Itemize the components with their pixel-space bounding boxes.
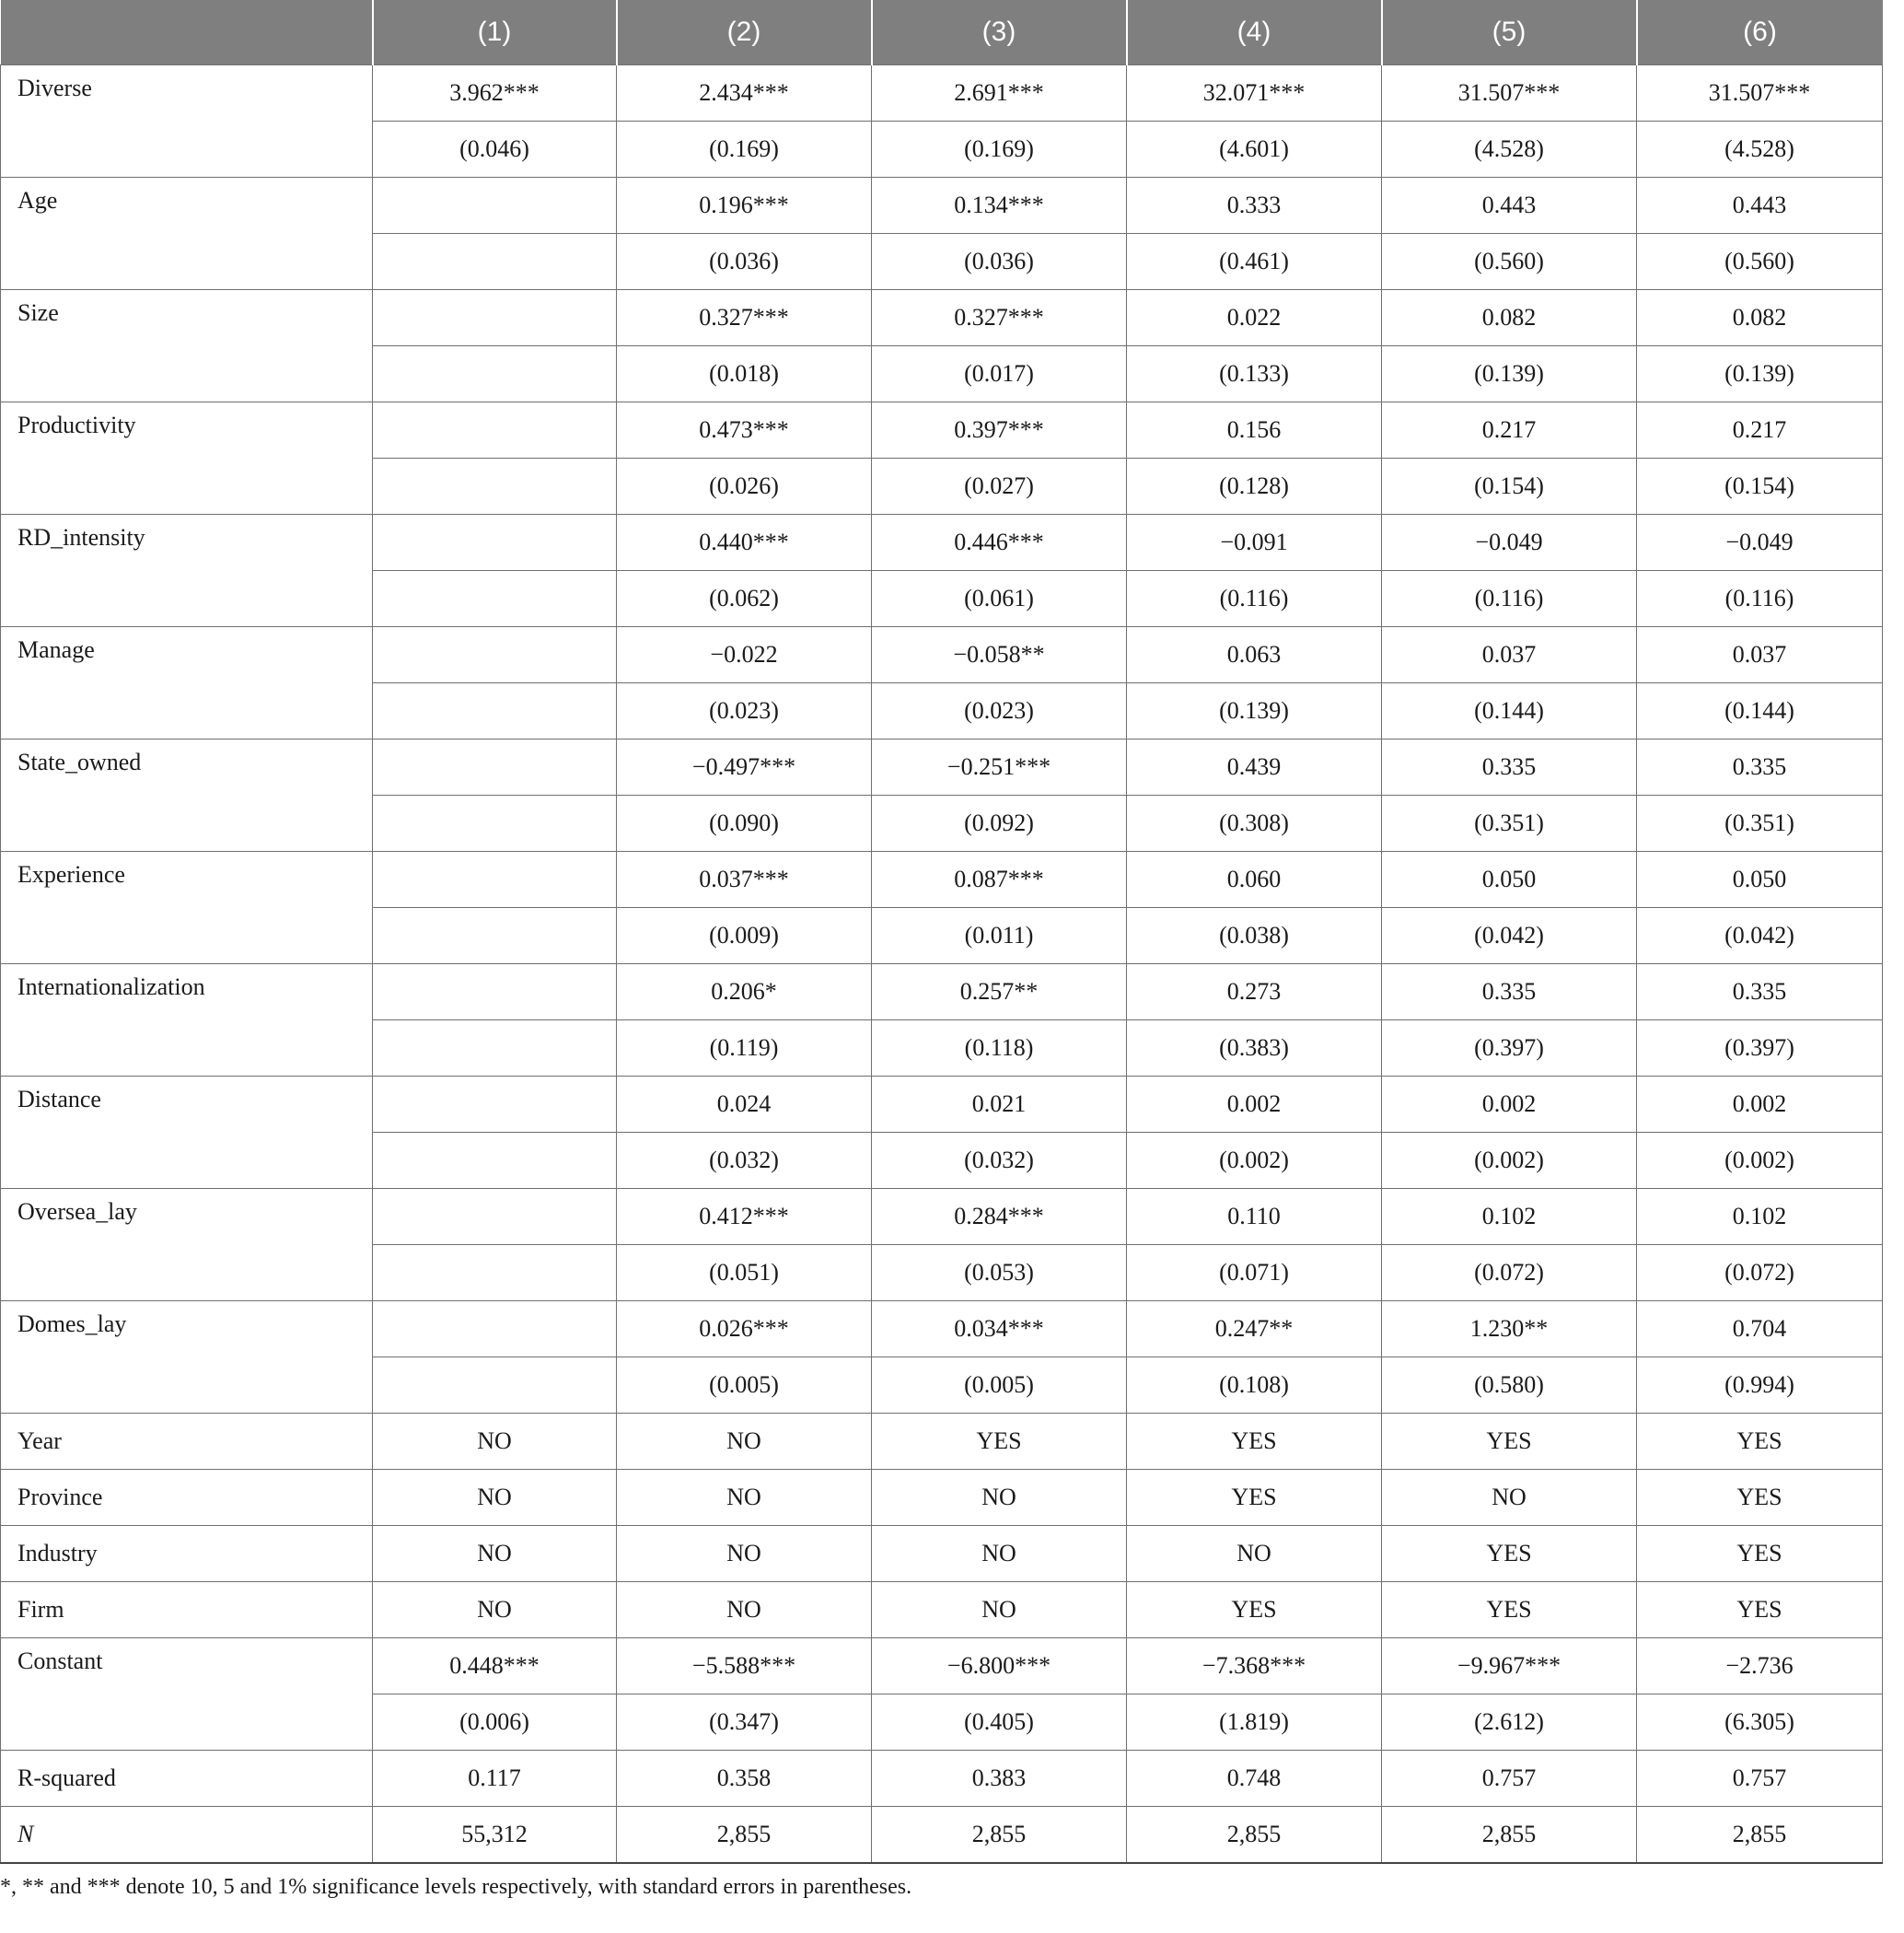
header-cell-variable [1, 0, 373, 65]
coefficient-cell: 0.335 [1382, 739, 1637, 796]
standard-error-cell: (0.128) [1127, 459, 1382, 515]
coefficient-cell: 0.273 [1127, 964, 1382, 1020]
value-cell: 2,855 [1127, 1807, 1382, 1864]
variable-label: Experience [1, 852, 373, 964]
standard-error-cell: (0.144) [1637, 683, 1883, 739]
value-cell: YES [1382, 1582, 1637, 1638]
coefficient-cell [373, 290, 617, 346]
coefficient-cell: 0.024 [617, 1077, 872, 1133]
standard-error-cell: (0.036) [617, 234, 872, 290]
value-cell: NO [373, 1526, 617, 1582]
variable-label: Manage [1, 627, 373, 739]
standard-error-cell [373, 571, 617, 627]
coefficient-cell: −7.368*** [1127, 1638, 1382, 1694]
standard-error-cell: (4.601) [1127, 122, 1382, 178]
standard-error-cell: (0.560) [1382, 234, 1637, 290]
coefficient-cell: 0.446*** [872, 515, 1127, 571]
value-cell: NO [1127, 1526, 1382, 1582]
standard-error-cell: (0.580) [1382, 1357, 1637, 1414]
coefficient-cell: 0.206* [617, 964, 872, 1020]
header-cell-model-4: (4) [1127, 0, 1382, 65]
value-cell: NO [1382, 1470, 1637, 1526]
coefficient-cell: 0.102 [1637, 1189, 1883, 1245]
standard-error-cell [373, 459, 617, 515]
coefficient-cell: 0.037*** [617, 852, 872, 908]
coefficient-cell: 0.327*** [617, 290, 872, 346]
standard-error-cell [373, 1357, 617, 1414]
standard-error-cell: (0.092) [872, 796, 1127, 852]
coefficient-cell: 0.704 [1637, 1301, 1883, 1357]
standard-error-cell: (4.528) [1637, 122, 1883, 178]
standard-error-cell: (0.119) [617, 1020, 872, 1077]
table-body [1, 65, 1883, 1864]
coefficient-cell: 0.034*** [872, 1301, 1127, 1357]
standard-error-cell: (0.351) [1382, 796, 1637, 852]
coefficient-cell: 0.443 [1637, 178, 1883, 234]
value-cell: YES [1127, 1470, 1382, 1526]
value-cell: YES [1637, 1414, 1883, 1470]
coefficient-row [1, 178, 1883, 234]
coefficient-cell: 0.217 [1637, 402, 1883, 459]
coefficient-cell: 0.217 [1382, 402, 1637, 459]
value-cell: NO [872, 1470, 1127, 1526]
variable-label: RD_intensity [1, 515, 373, 627]
coefficient-cell: 0.156 [1127, 402, 1382, 459]
standard-error-cell [373, 908, 617, 964]
standard-error-cell: (0.383) [1127, 1020, 1382, 1077]
coefficient-cell: 0.082 [1382, 290, 1637, 346]
coefficient-row [1, 65, 1883, 122]
table-footnote: *, ** and *** denote 10, 5 and 1% significance levels respectively, with standard errors in parentheses. [0, 1875, 912, 1899]
standard-error-cell: (0.072) [1382, 1245, 1637, 1301]
coefficient-cell: 0.037 [1637, 627, 1883, 683]
standard-error-cell: (0.036) [872, 234, 1127, 290]
standard-error-cell: (0.139) [1382, 346, 1637, 402]
coefficient-cell: 0.284*** [872, 1189, 1127, 1245]
standard-error-cell: (0.139) [1127, 683, 1382, 739]
coefficient-row [1, 964, 1883, 1020]
standard-error-cell: (0.046) [373, 122, 617, 178]
coefficient-cell: 0.473*** [617, 402, 872, 459]
standard-error-cell [373, 796, 617, 852]
fixed-effect-row [1, 1526, 1883, 1582]
coefficient-cell: 0.002 [1637, 1077, 1883, 1133]
coefficient-cell: 0.002 [1127, 1077, 1382, 1133]
coefficient-cell: 0.412*** [617, 1189, 872, 1245]
coefficient-cell: 2.434*** [617, 65, 872, 122]
variable-label: Distance [1, 1077, 373, 1189]
standard-error-cell: (0.169) [617, 122, 872, 178]
coefficient-cell: 0.448*** [373, 1638, 617, 1694]
standard-error-cell: (0.116) [1637, 571, 1883, 627]
coefficient-row [1, 1189, 1883, 1245]
coefficient-cell: −6.800*** [872, 1638, 1127, 1694]
variable-label: Age [1, 178, 373, 290]
value-cell: 0.117 [373, 1751, 617, 1807]
coefficient-cell [373, 627, 617, 683]
standard-error-cell: (0.116) [1127, 571, 1382, 627]
coefficient-cell: 0.063 [1127, 627, 1382, 683]
standard-error-cell: (0.397) [1637, 1020, 1883, 1077]
coefficient-cell: 0.247** [1127, 1301, 1382, 1357]
value-cell: YES [1127, 1582, 1382, 1638]
value-cell: YES [1637, 1582, 1883, 1638]
coefficient-cell: 0.002 [1382, 1077, 1637, 1133]
coefficient-cell: 0.327*** [872, 290, 1127, 346]
value-cell: 0.757 [1637, 1751, 1883, 1807]
standard-error-cell: (0.560) [1637, 234, 1883, 290]
coefficient-cell: −0.022 [617, 627, 872, 683]
coefficient-cell: 0.335 [1382, 964, 1637, 1020]
standard-error-cell [373, 234, 617, 290]
fixed-effect-row [1, 1470, 1883, 1526]
standard-error-cell: (0.018) [617, 346, 872, 402]
value-cell: NO [872, 1526, 1127, 1582]
standard-error-cell: (0.308) [1127, 796, 1382, 852]
coefficient-cell: −0.049 [1382, 515, 1637, 571]
coefficient-cell: 0.443 [1382, 178, 1637, 234]
coefficient-cell: 0.110 [1127, 1189, 1382, 1245]
standard-error-cell: (0.061) [872, 571, 1127, 627]
standard-error-cell: (0.116) [1382, 571, 1637, 627]
statistic-row [1, 1807, 1883, 1864]
coefficient-cell: 0.335 [1637, 964, 1883, 1020]
coefficient-cell: 0.134*** [872, 178, 1127, 234]
standard-error-cell: (0.005) [872, 1357, 1127, 1414]
value-cell: NO [373, 1582, 617, 1638]
coefficient-cell: 0.397*** [872, 402, 1127, 459]
standard-error-cell: (0.011) [872, 908, 1127, 964]
variable-label: Size [1, 290, 373, 402]
standard-error-cell: (0.351) [1637, 796, 1883, 852]
coefficient-cell [373, 852, 617, 908]
standard-error-cell: (0.026) [617, 459, 872, 515]
coefficient-cell: 0.087*** [872, 852, 1127, 908]
standard-error-cell: (0.002) [1127, 1133, 1382, 1189]
standard-error-cell: (0.005) [617, 1357, 872, 1414]
coefficient-cell: 31.507*** [1382, 65, 1637, 122]
variable-label: Industry [1, 1526, 373, 1582]
standard-error-cell: (6.305) [1637, 1694, 1883, 1751]
coefficient-row [1, 402, 1883, 459]
standard-error-cell: (0.144) [1382, 683, 1637, 739]
coefficient-cell: 0.439 [1127, 739, 1382, 796]
coefficient-cell: 2.691*** [872, 65, 1127, 122]
variable-label: Internationalization [1, 964, 373, 1077]
coefficient-row [1, 852, 1883, 908]
standard-error-cell: (0.002) [1382, 1133, 1637, 1189]
coefficient-cell: 1.230** [1382, 1301, 1637, 1357]
value-cell: 2,855 [1382, 1807, 1637, 1864]
value-cell: NO [617, 1470, 872, 1526]
variable-label: Year [1, 1414, 373, 1470]
coefficient-cell: 0.082 [1637, 290, 1883, 346]
standard-error-cell: (0.032) [617, 1133, 872, 1189]
coefficient-cell [373, 178, 617, 234]
coefficient-cell: −0.058** [872, 627, 1127, 683]
standard-error-cell: (0.090) [617, 796, 872, 852]
coefficient-cell: 0.050 [1637, 852, 1883, 908]
coefficient-cell: 0.333 [1127, 178, 1382, 234]
value-cell: 0.358 [617, 1751, 872, 1807]
standard-error-cell [373, 346, 617, 402]
coefficient-cell: 0.335 [1637, 739, 1883, 796]
value-cell: 0.383 [872, 1751, 1127, 1807]
variable-label: Firm [1, 1582, 373, 1638]
standard-error-cell: (0.053) [872, 1245, 1127, 1301]
standard-error-cell: (0.006) [373, 1694, 617, 1751]
value-cell: 2,855 [872, 1807, 1127, 1864]
standard-error-cell: (0.038) [1127, 908, 1382, 964]
standard-error-cell: (0.071) [1127, 1245, 1382, 1301]
standard-error-cell: (1.819) [1127, 1694, 1382, 1751]
coefficient-cell: 3.962*** [373, 65, 617, 122]
variable-label: Productivity [1, 402, 373, 515]
coefficient-row [1, 290, 1883, 346]
coefficient-cell [373, 964, 617, 1020]
standard-error-cell: (0.139) [1637, 346, 1883, 402]
value-cell: NO [373, 1470, 617, 1526]
value-cell: NO [373, 1414, 617, 1470]
header-cell-model-2: (2) [617, 0, 872, 65]
standard-error-cell: (0.133) [1127, 346, 1382, 402]
value-cell: 0.748 [1127, 1751, 1382, 1807]
coefficient-cell: 0.037 [1382, 627, 1637, 683]
standard-error-cell [373, 1245, 617, 1301]
coefficient-cell: 0.022 [1127, 290, 1382, 346]
coefficient-cell: 0.257** [872, 964, 1127, 1020]
statistic-row [1, 1751, 1883, 1807]
value-cell: YES [1637, 1470, 1883, 1526]
standard-error-cell: (0.032) [872, 1133, 1127, 1189]
variable-label: Domes_lay [1, 1301, 373, 1414]
standard-error-cell: (0.051) [617, 1245, 872, 1301]
coefficient-cell: 0.440*** [617, 515, 872, 571]
standard-error-cell: (0.461) [1127, 234, 1382, 290]
coefficient-row [1, 739, 1883, 796]
coefficient-cell: 0.050 [1382, 852, 1637, 908]
coefficient-cell: 0.060 [1127, 852, 1382, 908]
coefficient-cell: −0.251*** [872, 739, 1127, 796]
coefficient-cell: 31.507*** [1637, 65, 1883, 122]
coefficient-cell: −5.588*** [617, 1638, 872, 1694]
coefficient-cell: 0.102 [1382, 1189, 1637, 1245]
standard-error-cell: (0.042) [1382, 908, 1637, 964]
value-cell: YES [1127, 1414, 1382, 1470]
coefficient-cell [373, 739, 617, 796]
standard-error-cell [373, 1133, 617, 1189]
header-row [1, 0, 1883, 65]
standard-error-cell: (0.397) [1382, 1020, 1637, 1077]
standard-error-cell: (0.027) [872, 459, 1127, 515]
value-cell: 55,312 [373, 1807, 617, 1864]
variable-label: Constant [1, 1638, 373, 1751]
variable-label: Oversea_lay [1, 1189, 373, 1301]
variable-label: N [1, 1807, 373, 1864]
variable-label: State_owned [1, 739, 373, 852]
value-cell: NO [617, 1526, 872, 1582]
coefficient-cell: 0.196*** [617, 178, 872, 234]
coefficient-row [1, 627, 1883, 683]
standard-error-cell: (0.062) [617, 571, 872, 627]
coefficient-cell: −0.497*** [617, 739, 872, 796]
standard-error-cell: (0.042) [1637, 908, 1883, 964]
standard-error-cell: (0.154) [1637, 459, 1883, 515]
header-cell-model-3: (3) [872, 0, 1127, 65]
coefficient-row [1, 1638, 1883, 1694]
standard-error-cell: (0.994) [1637, 1357, 1883, 1414]
variable-label: R-squared [1, 1751, 373, 1807]
coefficient-row [1, 1077, 1883, 1133]
standard-error-cell: (0.405) [872, 1694, 1127, 1751]
standard-error-cell [373, 1020, 617, 1077]
standard-error-cell: (0.072) [1637, 1245, 1883, 1301]
value-cell: 0.757 [1382, 1751, 1637, 1807]
standard-error-cell: (0.154) [1382, 459, 1637, 515]
header-cell-model-5: (5) [1382, 0, 1637, 65]
variable-label: Diverse [1, 65, 373, 178]
coefficient-cell [373, 1077, 617, 1133]
coefficient-cell: −0.091 [1127, 515, 1382, 571]
standard-error-cell: (0.023) [872, 683, 1127, 739]
coefficient-cell: 0.026*** [617, 1301, 872, 1357]
standard-error-cell: (0.347) [617, 1694, 872, 1751]
value-cell: 2,855 [1637, 1807, 1883, 1864]
standard-error-cell: (0.169) [872, 122, 1127, 178]
standard-error-cell: (0.023) [617, 683, 872, 739]
coefficient-cell: −0.049 [1637, 515, 1883, 571]
coefficient-cell [373, 1189, 617, 1245]
standard-error-cell: (0.118) [872, 1020, 1127, 1077]
coefficient-cell [373, 515, 617, 571]
header-cell-model-6: (6) [1637, 0, 1883, 65]
coefficient-cell: 32.071*** [1127, 65, 1382, 122]
value-cell: YES [1382, 1526, 1637, 1582]
value-cell: 2,855 [617, 1807, 872, 1864]
fixed-effect-row [1, 1414, 1883, 1470]
standard-error-cell: (0.108) [1127, 1357, 1382, 1414]
coefficient-cell: −9.967*** [1382, 1638, 1637, 1694]
value-cell: NO [872, 1582, 1127, 1638]
standard-error-cell: (2.612) [1382, 1694, 1637, 1751]
value-cell: NO [617, 1414, 872, 1470]
value-cell: NO [617, 1582, 872, 1638]
variable-label: Province [1, 1470, 373, 1526]
standard-error-cell: (0.009) [617, 908, 872, 964]
value-cell: YES [1637, 1526, 1883, 1582]
value-cell: YES [1382, 1414, 1637, 1470]
coefficient-row [1, 515, 1883, 571]
coefficient-cell [373, 1301, 617, 1357]
coefficient-cell: −2.736 [1637, 1638, 1883, 1694]
coefficient-cell [373, 402, 617, 459]
value-cell: YES [872, 1414, 1127, 1470]
coefficient-row [1, 1301, 1883, 1357]
coefficient-cell: 0.021 [872, 1077, 1127, 1133]
standard-error-cell: (0.002) [1637, 1133, 1883, 1189]
header-cell-model-1: (1) [373, 0, 617, 65]
standard-error-cell: (0.017) [872, 346, 1127, 402]
standard-error-cell [373, 683, 617, 739]
fixed-effect-row [1, 1582, 1883, 1638]
standard-error-cell: (4.528) [1382, 122, 1637, 178]
